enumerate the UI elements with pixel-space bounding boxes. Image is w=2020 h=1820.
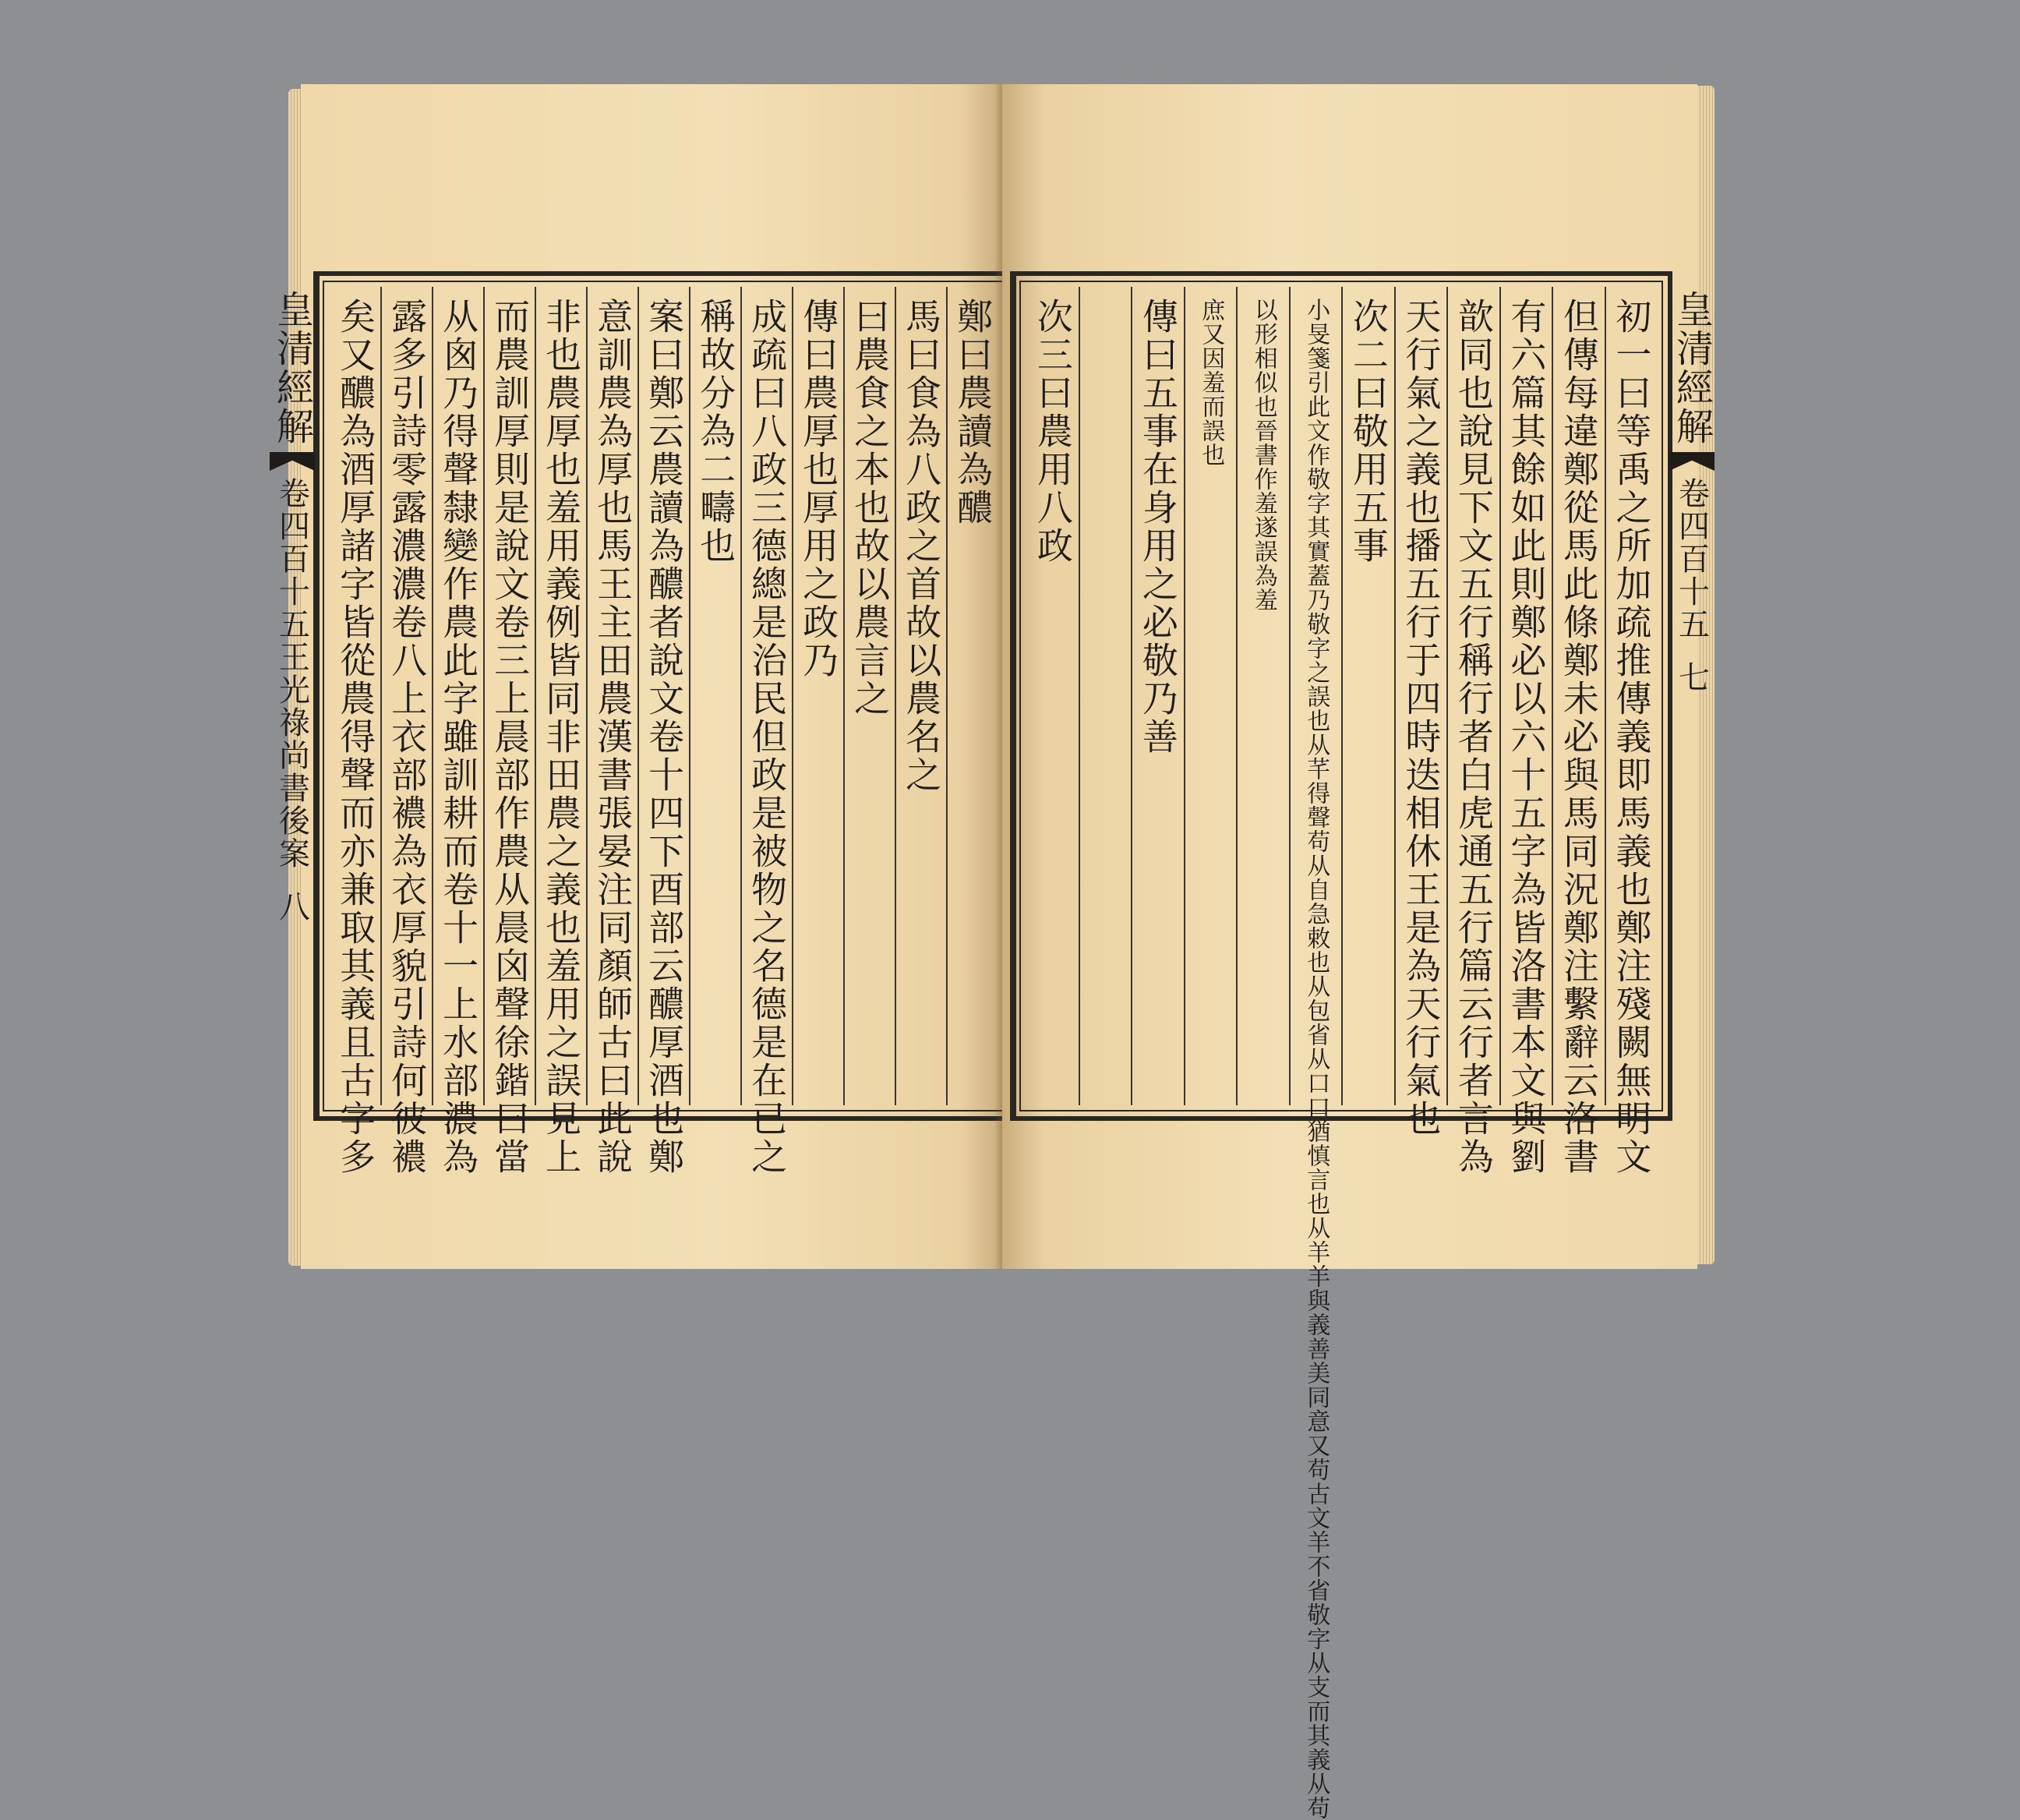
text-column	[586, 287, 637, 1176]
left-banxin	[265, 276, 320, 1116]
text-column	[689, 287, 740, 1105]
column-text: 傳曰五事在身用之必敬乃善	[1136, 298, 1179, 756]
left-text-columns	[330, 287, 998, 1176]
text-column	[432, 287, 483, 1176]
column-text: 案曰鄭云農讀為醲者說文卷十四下酉部云醲厚酒也鄭	[643, 298, 686, 1176]
fish-tail-ornament	[270, 452, 315, 471]
right-banxin	[1665, 276, 1719, 1116]
text-column	[535, 287, 586, 1176]
text-column	[380, 287, 432, 1176]
column-text: 次二曰敬用五事	[1347, 298, 1390, 565]
right-banxin-title: 皇清經解	[1669, 290, 1714, 446]
left-page	[270, 84, 1002, 1269]
column-text-commentary: 小旻箋引此文作敬字其實蓋乃敬字之誤也从芊得聲苟从自急敕也从包省从口口猶慎言也从羊羊與義善美同意又苟古文羊不省敬字从支而其義从苟	[1302, 298, 1330, 1820]
column-text-commentary: 庶又因羞而誤也	[1197, 298, 1225, 467]
right-text-columns	[1027, 287, 1657, 1820]
text-column	[843, 287, 895, 1105]
left-page-number: 八	[274, 890, 310, 921]
text-column	[792, 287, 843, 1105]
fish-tail-ornament	[1669, 452, 1715, 471]
text-column	[1341, 287, 1394, 1105]
text-column	[895, 287, 946, 1105]
column-text: 鄭曰農讀為醲	[952, 298, 994, 527]
column-text-commentary: 以形相似也晉書作羞遂誤為羞	[1249, 298, 1277, 612]
column-text: 次三曰農用八政	[1031, 298, 1074, 565]
left-page-frame	[270, 271, 1015, 1176]
text-column	[1027, 287, 1079, 1105]
text-column	[1131, 287, 1184, 1105]
text-column	[1552, 287, 1605, 1176]
text-column	[1499, 287, 1552, 1176]
column-text: 歆同也說見下文五行稱行者白虎通五行篇云行者言為	[1452, 298, 1495, 1176]
text-column	[330, 287, 380, 1176]
right-page-number: 七	[1673, 661, 1710, 692]
left-banxin-title: 皇清經解	[270, 290, 314, 446]
right-banxin-subtitle: 卷四百十五	[1673, 477, 1710, 641]
left-banxin-subtitle: 卷四百十五王光祿尚書後案	[274, 477, 310, 870]
column-text: 非也農厚也羞用義例皆同非田農之義也羞用之誤見上	[540, 298, 583, 1176]
text-column	[1236, 287, 1289, 1105]
column-text: 意訓農為厚也馬王主田農漢書張晏注同顏師古曰此說	[592, 298, 634, 1176]
text-column	[483, 287, 535, 1176]
column-text: 露多引詩零露濃濃卷八上衣部襛為衣厚貌引詩何彼襛	[386, 298, 429, 1176]
open-book	[270, 78, 1715, 1820]
column-text: 天行氣之義也播五行于四時迭相休王是為天行氣也	[1400, 298, 1443, 1138]
text-column	[1394, 287, 1447, 1138]
column-text: 稱故分為二疇也	[694, 298, 737, 565]
right-page-frame	[1010, 271, 1714, 1820]
column-text: 有六篇其餘如此則鄭必以六十五字為皆洛書本文與劉	[1505, 298, 1548, 1176]
column-text: 傳曰農厚也厚用之政乃	[797, 298, 840, 680]
text-column	[740, 287, 792, 1176]
text-column	[1605, 287, 1658, 1176]
right-page	[1002, 84, 1714, 1820]
text-column	[637, 287, 689, 1176]
column-text: 馬曰食為八政之首故以農名之	[900, 298, 943, 794]
text-column	[1446, 287, 1499, 1176]
blank-column	[1079, 287, 1132, 1105]
text-column	[946, 287, 998, 1105]
column-text: 矣又醲為酒厚諸字皆從農得聲而亦兼取其義且古字多	[334, 298, 377, 1176]
column-text: 从囪乃得聲隸變作農此字雖訓耕而卷十一上水部濃為	[437, 298, 480, 1176]
column-text: 成疏曰八政三德總是治民但政是被物之名德是在已之	[746, 298, 789, 1176]
column-text: 而農訓厚則是說文卷三上晨部作農从晨囟聲徐鍇曰當	[489, 298, 531, 1176]
text-column	[1184, 287, 1237, 1105]
column-text: 但傳每違鄭從馬此條鄭未必與馬同況鄭注繫辭云洛書	[1557, 298, 1600, 1176]
column-text: 曰農食之本也故以農言之	[849, 298, 892, 718]
column-text: 初一曰等禹之所加疏推傳義即馬義也鄭注殘闕無明文	[1610, 298, 1653, 1176]
text-column	[1289, 287, 1342, 1820]
